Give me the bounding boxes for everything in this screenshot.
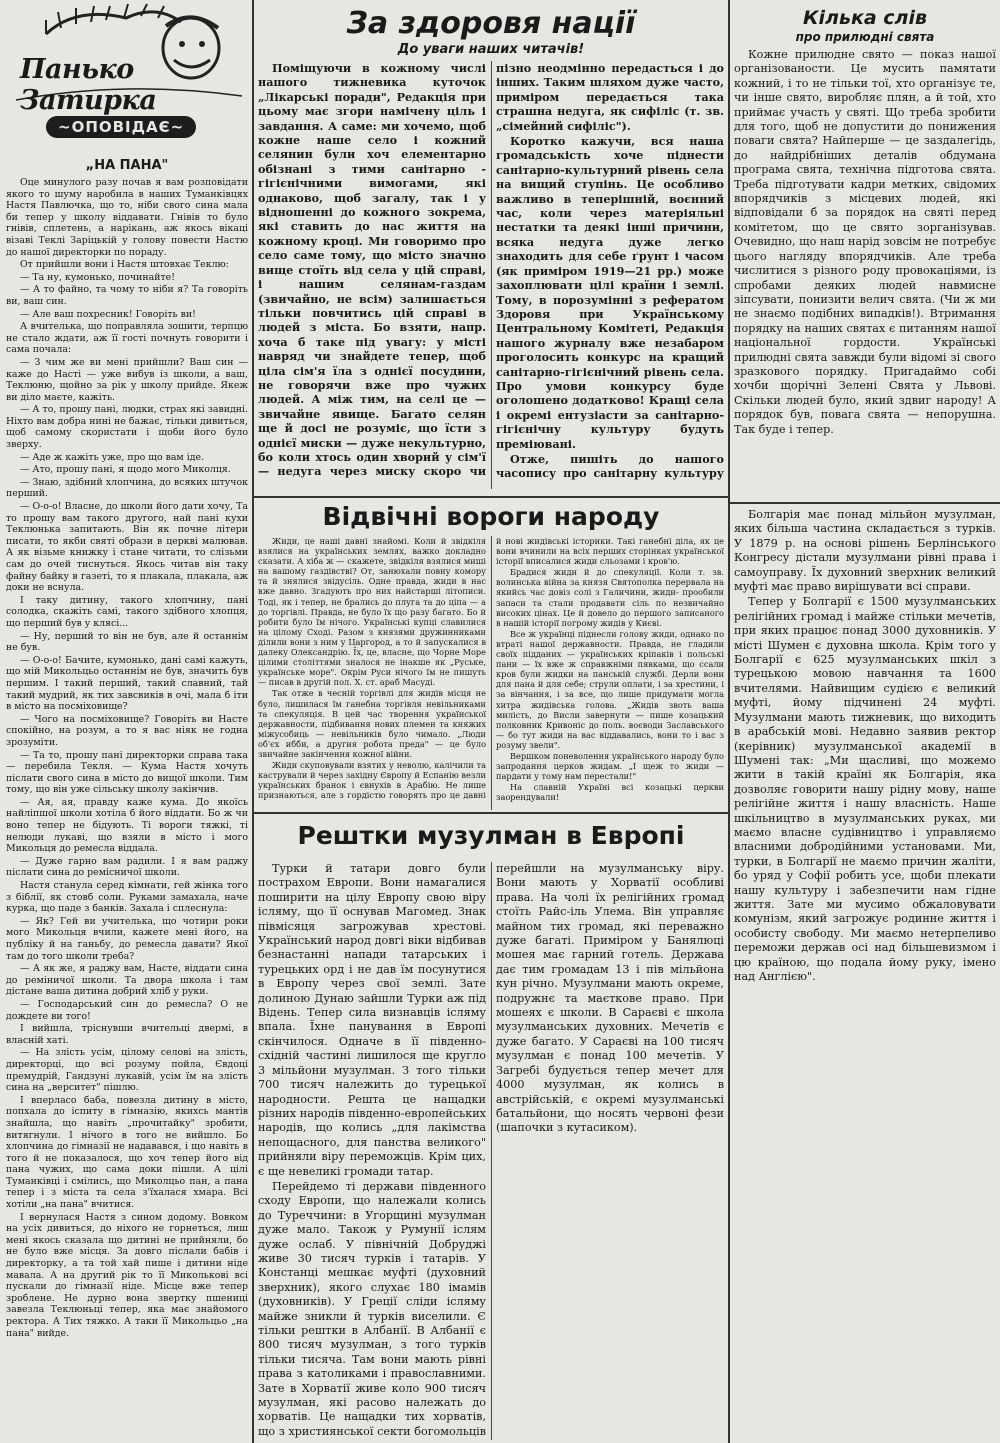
paragraph: От прийшли вони і Настя штовхає Теклю: <box>20 259 229 271</box>
paragraph: — Господарський син до ремесла? О не дождете ви того! <box>6 998 248 1022</box>
muslims-body-right <box>734 508 996 1440</box>
enemies-title: Відвічні вороги народу <box>322 502 660 531</box>
muslims-title: Рештки музулман в Европі <box>297 821 685 850</box>
paragraph: Тепер у Болгарії є 1500 музулманських релігійних громад і майже стільки мечетів, при яких працює понад 3000 духовників. У місті Шумен є духовна школа. Крім того у Болгарії є 625 музулманських шкіл з турецькою мовою навчання та 1600 вчителями. Найвищим судією є великий муфті, йому підчинені 24 муфті. Музулмани мають тижневик, що виходить в арабській мові. Недавно заявив ректор (керівник) музулманської академії в Шумені так: „Ми щасливі, що можемо жити в такій країні як Болгарія, яка дозволяє говорити нашу рідну мову, наше релігійне життя і нашу власність. Наше шкільництво в музулманських руках, ми маємо власне судівництво і управляємо власними добродійними установами. Ми, турки, в Болгарії не маємо причин жаліти, бо уряд у Софії робить усе, щоби плекати нашу культуру і забезпечити нам гідне життя. Зате ми мусимо обжаловувати комунізм, який загрожує родинне життя і особисту свободу. Ми маємо нетерпеливо переможи держав осі над більшевизмом і цю країною, що подала йому руку, імено над Англією". <box>734 595 996 983</box>
paragraph: — Та то, прошу пані директорки справа така — перебила Текля. — Кума Настя хочуть післати свого сина в місто до вищої школи. Тим тому, що він уже сільську школу закінчив. <box>6 749 248 796</box>
few-words-title: Кілька слів <box>802 7 928 29</box>
panko-column <box>6 0 248 1443</box>
paragraph: Так отже в чесній торгівлі для жидів місця не було, лишилася їм ганебна торгівля невільниками та спекуляція. В цей час творення української державности, підбивання нових племен та княжих міжусобиць — невільників було чимало. „Люди об'єх ибби, а другия робота преда" — це було звичайне закінчення кожної війни. <box>258 688 486 759</box>
masthead <box>6 0 248 138</box>
health-article <box>258 6 724 492</box>
few-words-subtitle: про прилюдні свята <box>795 30 935 44</box>
paragraph: Болгарія має понад мільйон музулман, яких більша частина складається з турків. У 1879 р. на основі рішень Берлінського Конгресу дістали музулмани рівні права і самоуправу. Їх духовний зверхник великий муфті має право вирішувати всі справи. <box>734 508 996 594</box>
paragraph: І вперласо баба, повезла дитину в місто, попхала до іспиту в гімназію, якихсь мантів знайшла, що навіть „прочитайку" зробити, витягнули. І нічого в того не вийшло. Бо хлопчина до гімназії не надавався, і що навіть в того й не показалося, що хоч тепер його від пана чужих, що сама доки пішли. А цілі Туманківці і смілись, що Миколцьо пан, а пана тепер і з міста та села з'їхалася хмара. Всі хотіли „на пана" вчитися. <box>6 1094 248 1211</box>
health-subtitle: До уваги наших читачів! <box>397 42 585 57</box>
story-body <box>6 177 248 1339</box>
enemies-body <box>258 536 724 810</box>
enemies-article <box>258 500 724 812</box>
paragraph: — Ая, ая, правду каже кума. До якоїсь найліпшої школи хотіла б його віддати. Бо ж чи воно тепер не бідують. Ті вороги тяжкі, ті нелюди лукаві, що взяли в місто і мого Микольця до ремесла віддала. <box>6 796 248 855</box>
paragraph: — Як? Гей ви учителька, що чотири роки мого Микольця вчили, кажете мені його, на публіку й на ганьбу, до ремесла давати? Якої там до того школи треба? <box>6 915 248 962</box>
section-rule <box>730 502 1000 504</box>
paragraph: — Та ну, кумонько, починайте! <box>20 271 175 283</box>
paragraph: — З чим же ви мені прийшли? Ваш син — каже до Насті — уже вибув із школи, а ваш, Теклюню, щойно за рік у школу прийде. Якеж ви діло маєте, кажіть. <box>6 356 248 403</box>
story-title: „НА ПАНА" <box>85 158 169 173</box>
paragraph: Брадися жиди й до спекуляції. Коли т. зв. волинська війна за князя Святополка перервала на якийсь час довіз солі з Галичини, жиди- прообили запаси та стали продавати сіль по незвичайно високих цінах. Це й довело до першого записаного в нашій історії погрому жидів у Києві. <box>496 567 724 628</box>
paragraph: Перейдемо ті держави південного сходу Европи, що належали колись до Туреччини: в Угорщині музулман дуже мало. Також у Румунії іслям дуже ослаб. У північній Добруджі живе 30 тисяч турків і татарів. У Констанці мешкає муфті (духовний зверхник), якого слухає 180 імамів (духовників). У Греції сліди ісляму майже зникли й турків виселили. Є тільки рештки в Албанії. В Албанії є 800 тисяч музулман, з того турків тільки тисяча. Там вони мають рівні права з католиками і православними. Зате в Хорватії живе коло 900 тисяч музулман, які расово належать до хорватів. Це нащадки тих хорватів, що з християнської секти богомольців перейшли на музулманську віру. Вони мають у Хорватії особливі права. На чолі їх релігійних громад стоїть Райс-іль Улема. Він управляє майном тих громад, які переважно дуже багаті. Приміром у Банялюці мошея має гарний готель. Держава дає тим громадам 13 і пів мільйона кун річно. Музулмани мають окреме, подружнє та маєткове право. При мошеях є школи. В Сараєві є школа музулманських духовних. Мечетів є дуже багато. У Сараєві на 100 тисяч музулман є понад 100 мечетів. У Загребі будується тепер мечет для 4000 музулман, як колись в австрійській, є окремі музулманські батальйони, що носять червоні фези (шапочки з кутасиком). <box>258 862 724 1438</box>
health-title: За здоровя нації <box>346 6 636 41</box>
paragraph: — Знаю, здібний хлопчина, до всяких штучок перший. <box>6 476 248 500</box>
column-rule <box>728 500 730 816</box>
muslims-body-center <box>258 862 724 1440</box>
column-rule <box>728 0 730 500</box>
paragraph: — На злість усім, цілому селові на злість, директорці, що всі розуму пойла, Євдоці премудрій, Гандзуні лукавій, усім їм на злість сина на „верситет" пішлю. <box>6 1047 248 1094</box>
paragraph: Жиди скуповували взятих у неволю, калічили та кастрували й через західну Європу й Еспанію везли українських бранок і євнухів в Арабію. Не лише признаються, але з гордістю говорять про це давні й нові жидівські історики. Такі ганебні діла, як це вони вчинили на всіх перших сторінках української історії вписалися жиди сльозами і кров'ю. <box>258 536 724 801</box>
masthead-title: Панько Затирка <box>20 54 157 116</box>
paragraph: На славній Україні всі козацькі церкви заорендували! <box>496 782 724 803</box>
paragraph: Оце минулого разу почав я вам розповідати якого то шуму наробила в наших Туманківцях Настя Павлючка, що то, ніби свого сина мала би тепер у школу віддавати. Гнівів то було гнівів, сплетень, а нарікань, аж якось вікаці візаві Теклі Заріцькій у голову повести Настю до нашої директорки по пораду. <box>6 177 248 258</box>
paragraph: — Дуже гарно вам радили. І я вам раджу післати сина до ремісничої школи. <box>6 855 248 879</box>
paragraph: Кожне прилюдне свято — показ нашої організованости. Це мусить памятати кожний, і то не тільки тої, хто організує те, чи інше свято, виробляє плян, а й той, хто приймає участь у святі. Що треба зробити для того, щоб не допустити до понижения поваги свята? Найперше — це заздалегідь, до найдрібніших деталів обдумана програма свята, технічна підготова свята. Треба підготувати кадри метких, свідомих впорядчиків з місцевих людей, які відповідали б за порядок на святі перед комітетом, що це свято зорганізував. Очевидно, що наш нарід зовсім не потребує цього нагляду впорядчиків. Але треба числитися з різного роду провокаціями, із спробами деяких людей навмисне зіпсувати, понизити велич свята. (Чи ж ми не знаємо подібних випадків!). Втримання порядку на наших святах є питанням нашої національної гордости. Українські прилюдні свята завжди були відомі зі свого зразкового порядку. Пригадаймо собі хочби щорічні Зелені Свята у Львові. Скільки людей було, який здвиг народу! А порядок був, повага свята — непорушна. Так буде і тепер. <box>734 48 996 436</box>
paragraph: — Ато, прошу пані, я щодо мого Миколця. <box>20 464 231 476</box>
muslims-body-continued <box>734 508 996 984</box>
few-words-body <box>734 48 996 437</box>
paragraph: — О-о-о! Власне, до школи його дати хочу, Та то прошу вам такого другого, най пані кухи Теклюнька запитають. Він як почне літери писати, то якби святі образи в церкві малював. А як візьме книжку і стане читати, то слізьми сам до очей тиснуться. Якось читав він таку файну байку в газеті, то я плакала, плакала, аж доки не вснула. <box>6 501 248 594</box>
health-body <box>258 61 724 489</box>
masthead-subtitle: ~ОПОВІДАЄ~ <box>46 116 196 138</box>
paragraph: Отже, пишіть до нашого часопису про санітарну культуру <box>496 451 724 481</box>
section-rule <box>254 496 730 498</box>
paragraph: — А то файно, та чому то ніби я? Та говоріть ви, ваш син. <box>6 284 248 307</box>
paragraph: — Але ваш похресник! Говоріть ви! <box>20 308 196 320</box>
paragraph: І вернулася Настя з сином додому. Вовком на усіх дивиться, до ніхого не горнеться, лиш мені якось сказала що дитині не прийняли, бо не було вже місця. За довго післали бабів і директорку, а та той хай пише і дитини ніде мавала. А на другий рік то її Миколькові всі пускали до гімназії ніде. Місце вже тепер зроблене. Не дурно вона звертку пшениці завезла Теклюньці тепер, яка має знайомого ректора. А Тих тяжко. А таки її Микольцьо „на пана" вийде. <box>6 1211 248 1339</box>
paragraph: Настя станула серед кімнати, гей жінка того з біблії, як стовб соли. Руками замахала, наче курка, що паде з банків. Захала і сплеснула: <box>6 880 248 915</box>
column-rule <box>728 816 730 1443</box>
paragraph: І вийшла, тріснувши вчительці двермі, в власній хаті. <box>6 1023 248 1046</box>
paragraph: Коротко кажучи, вся наша громадськість хоче піднести санітарно-культурний рівень села на вищий ступінь. Це особливо важливо в теперішній, воєнний час, коли через матеріяльні нестатки та деякі інші причини, всяка недуга дуже легко знаходить для себе ґрунт і часом (як приміром 1919—21 рр.) може захоплювати цілі країни і землі. Тому, в порозумінні з рефератом Здоровя при Українському Центральному Комітеті, Редакція нашого журналу вже незабаром проголосить конкурс на кращий санітарно-гігієнічний рівень села. Про умови конкурсу буде оголошено додатково! Кращі села і окремі ентузіасти за санітарно-гігієнічну культуру будуть преміювані. <box>496 134 724 451</box>
section-rule <box>254 812 730 814</box>
paragraph: Вершком поневолення українського народу було запродання церков жидам. „І щеж то жиди — пардати у тому нам перестали!" <box>496 750 724 782</box>
muslims-body <box>258 862 724 1440</box>
paragraph: — О-о-о! Бачите, кумонько, дані самі кажуть, що мій Микольцьо останнім не був, значить був першим. І такий перший, такий славний, тай такий мудрий, як тих завсвиків в очі, мала б іти в місто на посміховище? <box>6 654 248 713</box>
paragraph: — А як же, я раджу вам, Насте, віддати сина до реміничої школи. Та двора школа і там дістане ваша дитина добрий хліб у руки. <box>6 963 248 998</box>
paragraph: — Чого на посміховище? Говоріть ви Насте спокійно, на розум, а то я вас ніяк не годна зрозуміти. <box>6 713 248 748</box>
paragraph: — Ну, перший то він не був, але й останнім не був. <box>6 630 248 654</box>
paragraph: Поміщуючи в кожному числі нашого тижневика куточок „Лікарські поради", Редакція при цьому має згори намічену ціль і завдання. А саме: ми хочемо, щоб кожне наше село і кожний селянин були хоч елементарно обізнані з тими санітарно - гігієнічними вимогами, які однаково, щоб загалу, так і у відношенні до кожного зокрема, які ставить до нас життя на кожному кроці. Ми говоримо про село саме тому, що місто значно вище стоїть від села у цій справі, і нашим селянам-газдам (звичайно, не всім) залишається тільки повчитись цій справі в людей з міста. Бо взяти, напр. хоча б таке під увагу: у місті навряд чи знайдете тепер, щоб ціла сім'я їла з однієї посудини, не говорячи вже про чужих людей. А між тим, на селі це — звичайне явище. Багато селян ще й досі не розуміє, що їсти з однієї миски — дуже некультурно, бо коли хтось один хворий у сім'ї — недуга через миску скоро чи пізно неодмінно передасться і до інших. Таким шляхом дуже часто, приміром передається така страшна недуга, як сифіліс (т. зв. „сімейний сифіліс"). <box>258 61 724 479</box>
column-rule <box>252 0 254 1443</box>
paragraph: Жиди, це наші давні знайомі. Коли й звідкіля взялися на українських землях, важко докладно сказати. А хіба ж — скажете, звідкіля взялися миші на вашому газдівстві? От, занюхали повну комору та й знялися звідусіль. Одне правда, жиди в нас вже давно. Згадують про них найстарші літописи. Тоді, як і тепер, не брались до плуга та до ціпа — а до торгівлі. Правда, не було їх що разу багато. Бо й робити було їм нічого. Українські купці славилися на цілому Сході. Разом з князями дружинниками ділили вони з ним у Царгород, а то й запускалися в далеку Олександрію. Їх, це, власне, що Чорне Море цілими століттями зналося не інакше як „Руське, українське море". Окрім Руси нічого їм не пишуть — писав в другій пол. X. ст. араб Масуді. <box>258 536 486 688</box>
paragraph: — Аде ж кажіть уже, про що вам іде. <box>20 451 205 463</box>
paragraph: А вчителька, що поправляла зошити, терпцю не стало ждати, аж її гості почнуть говорити і сама почала: <box>6 321 248 356</box>
paragraph: Турки й татари довго були пострахом Европи. Вони намагалися поширити на цілу Европу свою віру ісляму, що її оснував Магомед. Знак півмісяця загрожував хрестові. Український народ довгі віки відбивав безнастанні напади татарських і турецьких орд і не дав їм посунутися в Европу через свої землі. Зате долиною Дунаю зайшли Турки аж під Відень. Тепер сила визнавців ісляму впала. Їхне панування в Европі скінчилося. Одначе в її південно-східній частині лишилося ще кругло 3 мільйони музулман. З того тільки 700 тисяч належить до турецької народности. Решта це нащадки різних народів південно-европейських народів, що колись „для лакімства непощасного, для панства великого" прийняли віру переможців. Крім цих, є ще невеликі громади татар. <box>258 862 486 1178</box>
few-words-article <box>734 6 996 496</box>
paragraph: — А то, прошу пані, людки, страх які завидні. Ніхто вам добра нині не бажає, тільки дивиться, щоб самому скористати і щоби його було зверху. <box>6 404 248 451</box>
paragraph: І таку дитину, такого хлопчину, пані солодка, скажіть самі, такого здібного хлопця, що перший був у клясі... <box>6 594 248 629</box>
paragraph: Все ж українці піднесли голову жиди, однако по втраті нашої державности. Правда, не гладили своїх підданих — українських кріпаків і польські пани — їх вже ж справжніми пявками, що ссали кров були жидки на панській службі. Дерли вони для пана й для себе; струли оплати, і за хрестини, і за вінчання, і за все, що лише придумати могла хитра жидівська голова. „Жидів звоть ваша милість, до Висли завернути — пише козацький полковник Кривоніс до поль. воєводи Заславського — бо тут жиди на вас віддавались, вони то і вас з розуму звели". <box>496 628 724 750</box>
